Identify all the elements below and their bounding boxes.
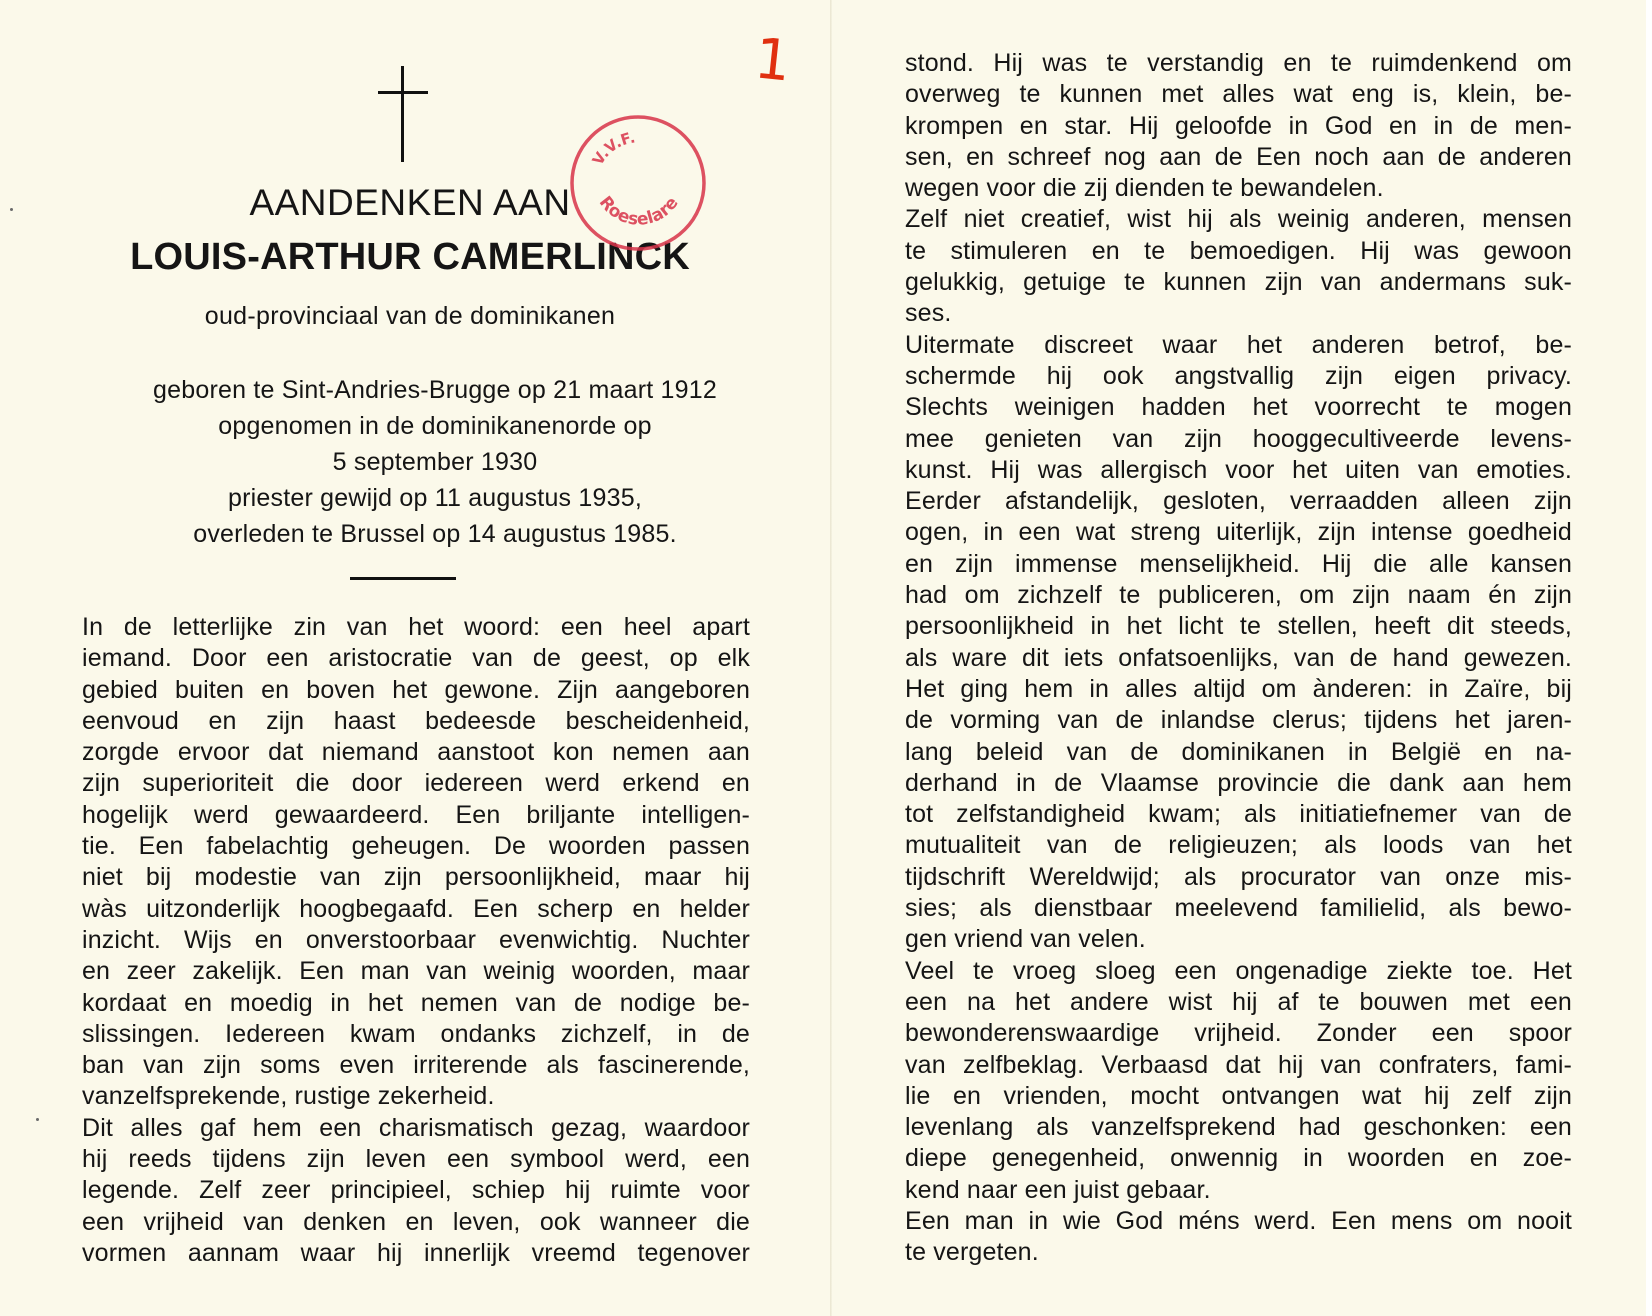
text-line: derhand in de Vlaamse provincie die dank aan hem — [905, 768, 1572, 797]
text-line: Dit alles gaf hem een charismatisch gezag, waardoor — [82, 1113, 750, 1142]
date-line: opgenomen in de dominikanenorde op — [218, 412, 652, 440]
date-line: priester gewijd op 11 augustus 1935, — [228, 484, 642, 512]
text-line: vanzelfsprekende, rustige zekerheid. — [82, 1082, 495, 1111]
life-dates — [60, 372, 810, 552]
text-line: inzicht. Wijs en onverstoorbaar evenwichtig. Nuchter — [82, 925, 750, 954]
text-line: diepe genegenheid, onwennig in woorden en zoe- — [905, 1144, 1572, 1173]
text-line: tot zelfstandigheid kwam; als initiatiefnemer van de — [905, 800, 1572, 829]
text-line: en zijn immense menselijkheid. Hij die alle kansen — [905, 549, 1572, 578]
text-line: tie. Een fabelachtig geheugen. De woorden passen — [82, 832, 750, 861]
text-line: schermde hij ook angstvallig zijn eigen privacy. — [905, 361, 1572, 390]
text-line: een vrijheid van denken en leven, ook wanneer die — [82, 1207, 750, 1236]
text-line: kend naar een juist gebaar. — [905, 1175, 1211, 1204]
text-line: zorgde ervoor dat niemand aanstoot kon nemen aan — [82, 738, 750, 767]
text-line: gelukkig, getuige te kunnen zijn van andermans suk- — [905, 268, 1572, 297]
text-line: een na het andere wist hij af te bouwen met een — [905, 987, 1572, 1016]
divider-rule — [350, 577, 456, 580]
text-line: niet bij modestie van zijn persoonlijkheid, maar hij — [82, 863, 750, 892]
text-line: wàs uitzonderlijk hoogbegaafd. Een scherp en helder — [82, 894, 750, 923]
card-fold — [830, 0, 832, 1316]
text-line: als ware dit iets onfatsoenlijks, van de hand gewezen. — [905, 643, 1572, 672]
cross-icon — [378, 66, 428, 162]
text-line: ses. — [905, 299, 952, 328]
text-line: hogelijk werd gewaardeerd. Een briljante intelligen- — [82, 800, 750, 829]
text-line: bewonderenswaardige vrijheid. Zonder een spoor — [905, 1019, 1572, 1048]
text-line: lang beleid van de dominikanen in België en na- — [905, 737, 1572, 766]
text-line: levenlang als vanzelfsprekend had geschonken: een — [905, 1113, 1572, 1142]
scan-edge — [1646, 0, 1652, 1316]
text-line: de vorming van de inlandse clerus; tijdens het jaren- — [905, 706, 1572, 735]
tribute-text-left — [82, 612, 750, 1269]
text-line: zijn superioriteit die door iedereen werd erkend en — [82, 769, 750, 798]
date-line: overleden te Brussel op 14 augustus 1985. — [193, 520, 677, 548]
text-line: ban van zijn soms even irriterende als fascinerende, — [82, 1051, 750, 1080]
text-line: Slechts weinigen hadden het voorrecht te mogen — [905, 393, 1572, 422]
deceased-name: LOUIS-ARTHUR CAMERLINCK — [130, 236, 690, 278]
paper-speck — [36, 1118, 39, 1121]
text-line: vormen aannam waar hij innerlijk vreemd tegenover — [82, 1238, 750, 1267]
text-line: Veel te vroeg sloeg een ongenadige ziekte toe. Het — [905, 956, 1572, 985]
text-line: sies; als dienstbaar meelevend familielid, als bewo- — [905, 894, 1572, 923]
text-line: wegen voor die zij dienden te bewandelen. — [905, 174, 1384, 203]
text-line: gen vriend van velen. — [905, 925, 1146, 954]
text-line: eenvoud en zijn haast bedeesde bescheidenheid, — [82, 706, 750, 735]
text-line: Zelf niet creatief, wist hij als weinig anderen, mensen — [905, 205, 1572, 234]
text-line: gebied buiten en boven het gewone. Zijn aangeboren — [82, 675, 750, 704]
text-line: hij reeds tijdens zijn leven een symbool werd, een — [82, 1145, 750, 1174]
text-line: Een man in wie God méns werd. Een mens om nooit — [905, 1206, 1572, 1235]
text-line: te stimuleren en te bemoedigen. Hij was gewoon — [905, 236, 1572, 265]
text-line: mee genieten van zijn hooggecultiveerde levens- — [905, 424, 1572, 453]
text-line: In de letterlijke zin van het woord: een heel apart — [82, 613, 750, 641]
text-line: kunst. Hij was allergisch voor het uiten van emoties. — [905, 455, 1572, 484]
text-line: lie en vrienden, mocht ontvangen wat hij zelf zijn — [905, 1081, 1572, 1110]
stamp-bottom-text: Roeselare — [594, 192, 683, 230]
text-line: sen, en schreef nog aan de Een noch aan de anderen — [905, 142, 1572, 171]
text-line: ogen, in een wat streng uiterlijk, zijn intense goedheid — [905, 518, 1572, 547]
text-line: en zeer zakelijk. Een man van weinig woorden, maar — [82, 957, 750, 986]
stamp-top-text: V.V.F. — [588, 128, 637, 169]
text-line: Eerder afstandelijk, gesloten, verraadden alleen zijn — [905, 487, 1572, 516]
library-stamp — [567, 112, 709, 254]
text-line: legende. Zelf zeer principieel, schiep hij ruimte voor — [82, 1176, 750, 1205]
text-line: krompen en star. Hij geloofde in God en in de men- — [905, 111, 1572, 140]
text-line: had om zichzelf te publiceren, om zijn naam én zijn — [905, 581, 1572, 610]
paper-speck — [10, 208, 13, 211]
text-line: slissingen. Iedereen kwam ondanks zichzelf, in de — [82, 1019, 750, 1048]
memorial-heading: AANDENKEN AAN — [249, 182, 571, 223]
text-line: tijdschrift Wereldwijd; als procurator van onze mis- — [905, 862, 1572, 891]
text-line: Het ging hem in alles altijd om ànderen: in Zaïre, bij — [905, 674, 1572, 703]
tribute-text-right — [905, 48, 1572, 1269]
text-line: iemand. Door een aristocratie van de geest, op elk — [82, 644, 750, 673]
text-line: mutualiteit van de religieuzen; als loods van het — [905, 831, 1572, 860]
text-line: te vergeten. — [905, 1238, 1039, 1267]
handwritten-page-number: 1 — [751, 26, 794, 95]
date-line: geboren te Sint-Andries-Brugge op 21 maart 1912 — [153, 376, 717, 404]
text-line: persoonlijkheid in het licht te stellen, heeft dit steeds, — [905, 612, 1572, 641]
text-line: overweg te kunnen met alles wat eng is, klein, be- — [905, 80, 1572, 109]
text-line: stond. Hij was te verstandig en te ruimdenkend om — [905, 49, 1572, 77]
text-line: Uitermate discreet waar het anderen betrof, be- — [905, 330, 1572, 359]
text-line: van zelfbeklag. Verbaasd dat hij van confraters, fami- — [905, 1050, 1572, 1079]
text-line: kordaat en moedig in het nemen van de nodige be- — [82, 988, 750, 1017]
date-line: 5 september 1930 — [332, 448, 538, 476]
deceased-title: oud-provinciaal van de dominikanen — [204, 302, 616, 330]
